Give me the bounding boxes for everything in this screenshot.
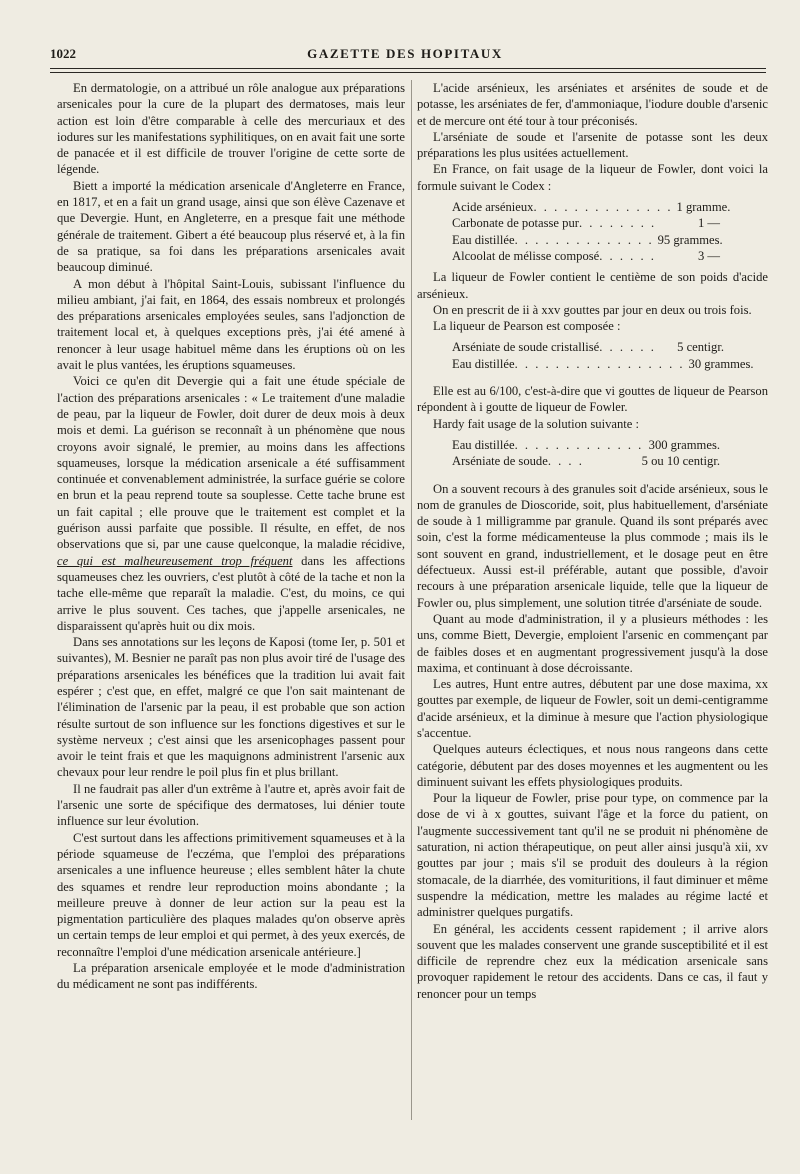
paragraph: L'acide arsénieux, les arséniates et arsénites de soude et de potasse, les arséniates de fer, d'ammoniaque, l'iodure double d'arsenic et de mercure ont été tour à tour préconisés.: [417, 81, 768, 128]
paragraph: C'est surtout dans les affections primitivement squameuses et à la période squameuse de l'eczéma, que l'emploi des préparations arsenicales a une influence heureuse ; elles semblent hâter la chute des squames et rendre leur reproduction moins abondante ; la meilleure preuve à donner de leur action sur la peau est la pigmentation particulière des plaques malades qu'on observe après un certain temps de leur emploi et qui permet, à des yeux exercés, de reconnaître l'emploi d'une médication arsenicale antérieure.]: [57, 830, 405, 959]
paragraph: Quelques auteurs éclectiques, et nous nous rangeons dans cette catégorie, débutent par des doses moyennes et les augmentent ou les diminuent suivant les effets physiologiques produits.: [417, 742, 768, 789]
formula-row: Arséniate de soude . . . . 5 ou 10 centigr.: [452, 454, 720, 469]
pearson-formula: [452, 339, 768, 372]
column-divider: [411, 80, 412, 1120]
paragraph: Hardy fait usage de la solution suivante :: [433, 416, 639, 431]
paragraph: En France, on fait usage de la liqueur de Fowler, dont voici la formule suivant le Codex :: [417, 162, 768, 193]
right-column: [417, 80, 768, 1002]
fowler-formula: [452, 199, 768, 264]
paragraph: Pour la liqueur de Fowler, prise pour type, on commence par la dose de vi à x gouttes, suivant l'âge et la force du patient, on l'augmente successivement tant qu'il ne se produit ni phénomène de saturation, ni action thérapeutique, on peut aller ainsi jusqu'à xii, xv gouttes par jour ; mais s'il se produit des douleurs à la région stomacale, de la diarrhée, des vomituritions, il faut diminuer et même suspendre la médication, mettre les malades au régime lacté et administrer quelques purgatifs.: [417, 791, 768, 920]
paragraph: Il ne faudrait pas aller d'un extrême à l'autre et, après avoir fait de l'arsenic une sorte de spécifique des dermatoses, lui dénier toute influence sur leur évolution.: [57, 781, 405, 829]
hardy-formula: [452, 437, 768, 470]
formula-row: Eau distillée . . . . . . . . . . . . . . . . . 30 grammes.: [452, 356, 754, 371]
left-column: [57, 80, 405, 993]
paragraph: A mon début à l'hôpital Saint-Louis, subissant l'influence du milieu ambiant, j'ai fait, en 1864, des essais nombreux et prolongés des préparations arsenicales employées seules, sans l'adjonction de traitement local et, à quelques exceptions près, j'ai été amené à renoncer à leur usage habituel même dans les éruptions où on les avait le plus vantées, les éruptions squameuses.: [57, 276, 405, 373]
paragraph: Elle est au 6/100, c'est-à-dire que vi gouttes de liqueur de Pearson répondent à i goutte de liqueur de Fowler.: [417, 384, 768, 415]
formula-row: Eau distillée . . . . . . . . . . . . . 300 grammes.: [452, 437, 720, 452]
paragraph: La préparation arsenicale employée et le mode d'administration du médicament ne sont pas indifférents.: [57, 961, 405, 992]
formula-row: Arséniate de soude cristallisé . . . . . . 5 centigr.: [452, 340, 724, 355]
paragraph: Quant au mode d'administration, il y a plusieurs méthodes : les uns, comme Biett, Devergie, emploient l'arsenic en commençant par de faibles doses et en augmentant progressivement jusqu'à la dose maxima, et continuant à dose décroissante.: [417, 611, 768, 675]
paragraph: On en prescrit de ii à xxv gouttes par jour en deux ou trois fois.: [433, 302, 752, 317]
formula-row: Carbonate de potasse pur . . . . . . . . 1 —: [452, 216, 720, 231]
paragraph: Biett a importé la médication arsenicale d'Angleterre en France, en 1817, et en a fait un grand usage, ainsi que son élève Cazenave et que Devergie. Hunt, en Angleterre, en a presque fait une méthode générale de traitement. Gibert a été beaucoup plus réservé et, à la fin de sa pratique, sa foi dans les préparations arsenicales avait beaucoup diminué.: [57, 178, 405, 275]
paragraph-text: dans les affections squameuses chez les ouvriers, c'est plutôt à côté de la tache et non la tache elle-même que reparaît la maladie. C'est, du moins, ce qui arrive le plus souvent. Ces taches, que j'appelle arsenicales, ne disparaissent qu'après huit ou dix mois.: [57, 553, 405, 633]
formula-row: Eau distillée . . . . . . . . . . . . . . 95 grammes.: [452, 232, 723, 247]
paragraph: En général, les accidents cessent rapidement ; il arrive alors souvent que les malades conservent une grande susceptibilité et il est difficile de reprendre chez eux la médication arsenicale sans provoquer rapidement le retour des accidents. Dans ce cas, il faut y renoncer pour un temps: [417, 921, 768, 1001]
paragraph: En dermatologie, on a attribué un rôle analogue aux préparations arsenicales pour la cure de la plupart des dermatoses, mais leur action est loin d'être comparable à celle des mercuriaux et des iodures sur les manifestations syphilitiques, on en avait fait une sorte de panacée et il est difficile de trouver l'origine de cette sorte de légende.: [57, 81, 405, 177]
page-number: 1022: [50, 46, 76, 61]
paragraph: La liqueur de Pearson est composée :: [433, 319, 621, 334]
page-header: [50, 42, 760, 64]
paragraph: [57, 373, 405, 634]
paragraph: La liqueur de Fowler contient le centième de son poids d'acide arsénieux.: [417, 270, 768, 301]
header-rule-thin: [50, 72, 766, 73]
formula-row: Acide arsénieux . . . . . . . . . . . . . . 1 gramme.: [452, 200, 731, 215]
paragraph-text: Voici ce qu'en dit Devergie qui a fait une étude spéciale de l'action des préparations arsenicales : « Le traitement d'une maladie de peau, par la liqueur de Fowler, doit durer de deux mois à deux mois et demi. La guérison se reconnaît à un phénomène que nous croyons avoir signalé, le premier, au moins dans les affections squameuses, lorsque la médication arsenicale a été suffisamment continuée et convenablement administrée, la surface guérie se colore en brun et la peau reprend toute sa souplesse. Cette tache brune est un fait capital ; elle prouve que le traitement est complet et la guérison aussi parfaite que possible. Il résulte, en effet, de nos observations que si, par une cause quelconque, la maladie récidive,: [57, 374, 405, 552]
journal-title: GAZETTE DES HOPITAUX: [307, 46, 503, 61]
paragraph: Dans ses annotations sur les leçons de Kaposi (tome Ier, p. 501 et suivantes), M. Besnier ne paraît pas non plus avoir tiré de l'usage des préparations arsenicales les bénéfices que la tradition lui avait fait espérer ; c'est que, en effet, malgré ce que l'on sait maintenant de l'élimination de l'arsenic par la peau, il est probable que son action résulte surtout de son influence sur les fonctions digestives et sur le système nerveux ; c'est ainsi que les arsenicophages passent pour avoir le teint frais et que les maquignons administrent l'arsenic aux chevaux pour leur rendre le poil plus fin et plus brillant.: [57, 635, 405, 780]
paragraph: On a souvent recours à des granules soit d'acide arsénieux, sous le nom de granules de Dioscoride, soit, plus habituellement, d'arséniate de soude à 1 milligramme par granule. Quand ils sont préparés avec soin, c'est la forme médicamenteuse la plus commode ; mais ils le sont souvent en grand, industriellement, et le dosage peut en être défectueux. Aussi est-il préférable, autant que possible, d'avoir recours à une préparation arsenicale liquide, telle que la liqueur de Fowler ou, plus simplement, une solution titrée d'arséniate de soude.: [417, 481, 768, 610]
italic-phrase: ce qui est malheureusement trop fréquent: [57, 553, 293, 568]
formula-row: Alcoolat de mélisse composé . . . . . . 3 —: [452, 248, 720, 263]
paragraph: L'arséniate de soude et l'arsenite de potasse sont les deux préparations les plus usitées actuellement.: [417, 129, 768, 161]
paragraph: Les autres, Hunt entre autres, débutent par une dose maxima, xx gouttes par exemple, de liqueur de Fowler, soit un demi-centigramme d'acide arsénieux, et la diminue à mesure que l'action physiologique s'accentue.: [417, 677, 768, 740]
header-rule: [50, 68, 766, 69]
